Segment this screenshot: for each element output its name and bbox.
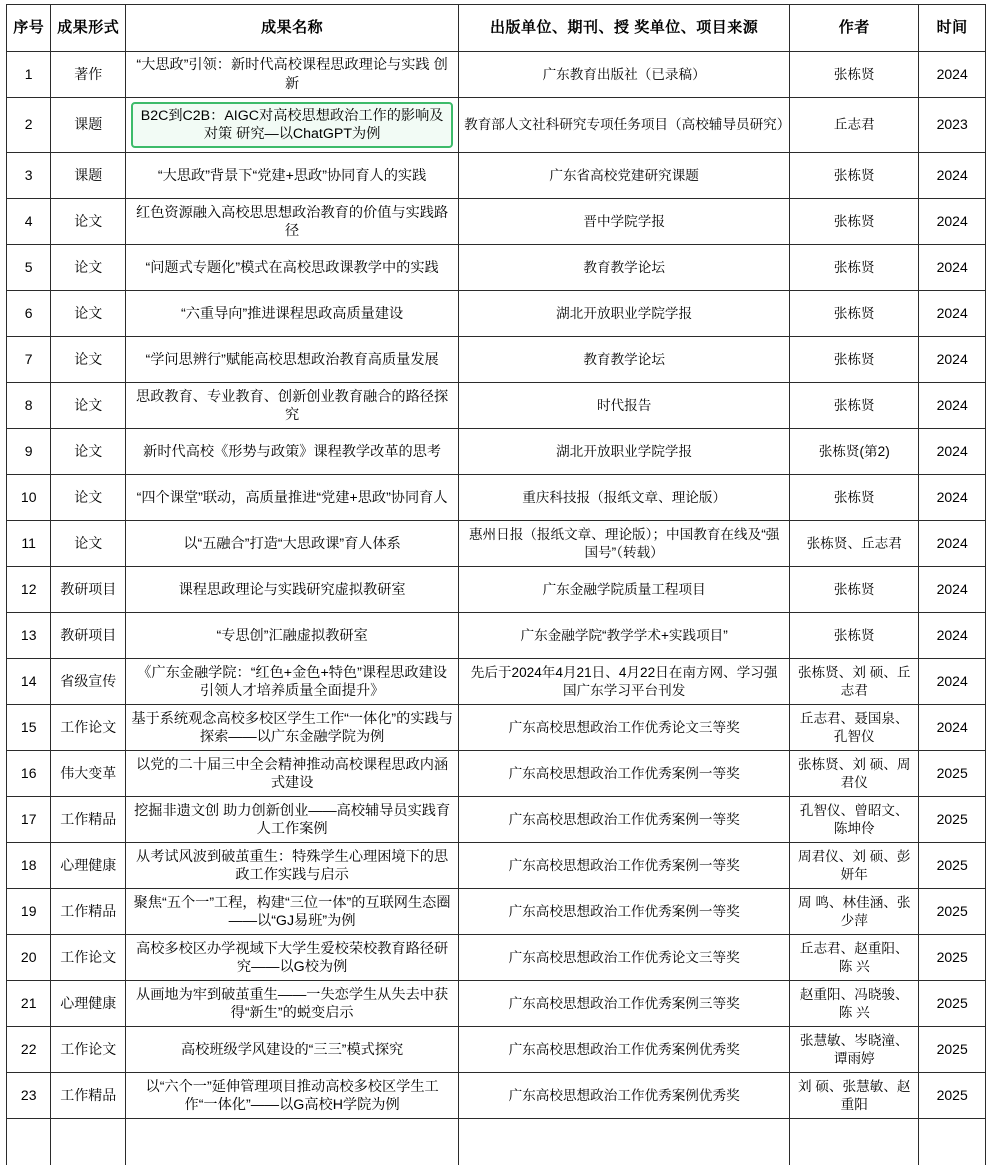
- cell-name: “大思政”背景下“党建+思政”协同育人的实践: [126, 153, 459, 199]
- cell-index: 4: [7, 199, 51, 245]
- cell-source: 教育教学论坛: [459, 337, 790, 383]
- table-row: [7, 52, 986, 98]
- cell-source: 湖北开放职业学院学报: [459, 291, 790, 337]
- cell-year: 2024: [919, 659, 986, 705]
- cell-year: 2024: [919, 291, 986, 337]
- table-row: [7, 1073, 986, 1119]
- cell-year: 2024: [919, 429, 986, 475]
- cell-source: 教育教学论坛: [459, 245, 790, 291]
- cell-name: “问题式专题化”模式在高校思政课教学中的实践: [126, 245, 459, 291]
- cell-year: 2025: [919, 1027, 986, 1073]
- cell-source: 广东教育出版社（已录稿）: [459, 52, 790, 98]
- cell-year: 2025: [919, 1073, 986, 1119]
- cell-year: 2024: [919, 521, 986, 567]
- cell-author: 周 鸣、林佳涵、张少萍: [790, 889, 919, 935]
- cell-source: 广东高校思想政治工作优秀论文三等奖: [459, 935, 790, 981]
- cell-year: 2024: [919, 52, 986, 98]
- cell-author: 张栋贤: [790, 153, 919, 199]
- cell-source: 广东高校思想政治工作优秀案例优秀奖: [459, 1073, 790, 1119]
- cell-index: 20: [7, 935, 51, 981]
- cell-name: 从画地为牢到破茧重生——一失恋学生从失去中获得“新生”的蜕变启示: [126, 981, 459, 1027]
- cell-kind: 教研项目: [51, 567, 126, 613]
- cell-kind: 论文: [51, 291, 126, 337]
- cell-index: 5: [7, 245, 51, 291]
- table-row: [7, 613, 986, 659]
- cell-name: 以党的二十届三中全会精神推动高校课程思政内涵式建设: [126, 751, 459, 797]
- cell-name: 红色资源融入高校思思想政治教育的价值与实践路径: [126, 199, 459, 245]
- cell-name: 从考试风波到破茧重生：特殊学生心理困境下的思政工作实践与启示: [126, 843, 459, 889]
- cell-name: 《广东金融学院：“红色+金色+特色”课程思政建设引领人才培养质量全面提升》: [126, 659, 459, 705]
- table-row: [7, 751, 986, 797]
- cell-author: 丘志君: [790, 98, 919, 153]
- cell-author: 张栋贤、刘 硕、周君仪: [790, 751, 919, 797]
- table-row: [7, 475, 986, 521]
- cell-source: 晋中学院学报: [459, 199, 790, 245]
- table-row: [7, 337, 986, 383]
- cell-index: 1: [7, 52, 51, 98]
- cell-kind: 工作精品: [51, 889, 126, 935]
- cell-source: 湖北开放职业学院学报: [459, 429, 790, 475]
- cell-name: 思政教育、专业教育、创新创业教育融合的路径探究: [126, 383, 459, 429]
- cell-index: 13: [7, 613, 51, 659]
- table-row: [7, 659, 986, 705]
- table-row: [7, 383, 986, 429]
- cell-source: 教育部人文社科研究专项任务项目（高校辅导员研究）: [459, 98, 790, 153]
- cell-year: 2024: [919, 383, 986, 429]
- cell-kind: 工作精品: [51, 797, 126, 843]
- table-row: [7, 935, 986, 981]
- cell-kind: 工作论文: [51, 705, 126, 751]
- table-row: [7, 843, 986, 889]
- cell-source: 广东金融学院质量工程项目: [459, 567, 790, 613]
- cell-year: 2023: [919, 98, 986, 153]
- table-row: [7, 98, 986, 153]
- table-row: [7, 797, 986, 843]
- cell-empty: [790, 1119, 919, 1165]
- cell-year: 2025: [919, 843, 986, 889]
- table-row: [7, 981, 986, 1027]
- table-header-row: [7, 5, 986, 52]
- cell-name: 基于系统观念高校多校区学生工作“一体化”的实践与探索——以广东金融学院为例: [126, 705, 459, 751]
- cell-kind: 论文: [51, 337, 126, 383]
- cell-kind: 工作论文: [51, 1027, 126, 1073]
- cell-kind: 课题: [51, 98, 126, 153]
- cell-name: “六重导向”推进课程思政高质量建设: [126, 291, 459, 337]
- cell-name: 新时代高校《形势与政策》课程教学改革的思考: [126, 429, 459, 475]
- column-header-source: 出版单位、期刊、授 奖单位、项目来源: [459, 5, 790, 52]
- table-row: [7, 199, 986, 245]
- cell-source: 广东高校思想政治工作优秀案例三等奖: [459, 981, 790, 1027]
- cell-index: 23: [7, 1073, 51, 1119]
- cell-author: 张栋贤: [790, 567, 919, 613]
- cell-name: “学问思辨行”赋能高校思想政治教育高质量发展: [126, 337, 459, 383]
- cell-name: 课程思政理论与实践研究虚拟教研室: [126, 567, 459, 613]
- cell-year: 2024: [919, 337, 986, 383]
- cell-year: 2024: [919, 153, 986, 199]
- table-header: [7, 5, 986, 52]
- cell-empty: [7, 1119, 51, 1165]
- cell-index: 18: [7, 843, 51, 889]
- cell-kind: 省级宣传: [51, 659, 126, 705]
- cell-year: 2025: [919, 797, 986, 843]
- column-header-name: 成果名称: [126, 5, 459, 52]
- cell-source: 时代报告: [459, 383, 790, 429]
- table-row-partial: [7, 1119, 986, 1165]
- cell-kind: 论文: [51, 475, 126, 521]
- cell-index: 19: [7, 889, 51, 935]
- cell-empty: [459, 1119, 790, 1165]
- cell-source: 惠州日报（报纸文章、理论版）；中国教育在线及“强国号”（转载）: [459, 521, 790, 567]
- cell-index: 14: [7, 659, 51, 705]
- cell-kind: 教研项目: [51, 613, 126, 659]
- cell-kind: 著作: [51, 52, 126, 98]
- cell-author: 张栋贤、刘 硕、丘志君: [790, 659, 919, 705]
- cell-kind: 心理健康: [51, 981, 126, 1027]
- cell-source: 广东省高校党建研究课题: [459, 153, 790, 199]
- cell-year: 2024: [919, 705, 986, 751]
- cell-author: 周君仪、刘 硕、彭妍年: [790, 843, 919, 889]
- table-row: [7, 1027, 986, 1073]
- column-header-index: 序号: [7, 5, 51, 52]
- cell-source: 广东高校思想政治工作优秀论文三等奖: [459, 705, 790, 751]
- achievements-table: [6, 4, 986, 1165]
- cell-source: 广东高校思想政治工作优秀案例一等奖: [459, 889, 790, 935]
- cell-name: 以“五融合”打造“大思政课”育人体系: [126, 521, 459, 567]
- cell-name: [126, 98, 459, 153]
- cell-index: 22: [7, 1027, 51, 1073]
- table-row: [7, 291, 986, 337]
- cell-author: 张栋贤(第2): [790, 429, 919, 475]
- cell-kind: 论文: [51, 199, 126, 245]
- cell-name: 高校多校区办学视域下大学生爱校荣校教育路径研究——以G校为例: [126, 935, 459, 981]
- cell-index: 8: [7, 383, 51, 429]
- column-header-kind: 成果形式: [51, 5, 126, 52]
- cell-year: 2025: [919, 981, 986, 1027]
- highlight-box: B2C到C2B：AIGC对高校思想政治工作的影响及对策 研究—以ChatGPT为例: [131, 102, 453, 148]
- table-row: [7, 705, 986, 751]
- cell-index: 6: [7, 291, 51, 337]
- cell-author: 张栋贤: [790, 613, 919, 659]
- cell-name: “大思政”引领：新时代高校课程思政理论与实践 创新: [126, 52, 459, 98]
- cell-name: 挖掘非遗文创 助力创新创业——高校辅导员实践育人工作案例: [126, 797, 459, 843]
- cell-author: 张栋贤: [790, 475, 919, 521]
- cell-name: 以“六个一”延伸管理项目推动高校多校区学生工作“一体化”——以G高校H学院为例: [126, 1073, 459, 1119]
- cell-author: 刘 硕、张慧敏、赵重阳: [790, 1073, 919, 1119]
- cell-author: 丘志君、聂国泉、孔智仪: [790, 705, 919, 751]
- cell-year: 2024: [919, 475, 986, 521]
- cell-author: 赵重阳、冯晓骏、陈 兴: [790, 981, 919, 1027]
- table-row: [7, 429, 986, 475]
- cell-source: 广东高校思想政治工作优秀案例一等奖: [459, 751, 790, 797]
- cell-index: 15: [7, 705, 51, 751]
- cell-name: 聚焦“五个一”工程，构建“三位一体”的互联网生态圈——以“GJ易班”为例: [126, 889, 459, 935]
- cell-empty: [51, 1119, 126, 1165]
- cell-author: 张慧敏、岑晓潼、谭雨婷: [790, 1027, 919, 1073]
- cell-index: 17: [7, 797, 51, 843]
- cell-author: 张栋贤、丘志君: [790, 521, 919, 567]
- cell-year: 2025: [919, 935, 986, 981]
- cell-index: 7: [7, 337, 51, 383]
- cell-kind: 工作精品: [51, 1073, 126, 1119]
- table-body: [7, 52, 986, 1165]
- cell-author: 孔智仪、曾昭文、陈坤伶: [790, 797, 919, 843]
- cell-source: 广东高校思想政治工作优秀案例优秀奖: [459, 1027, 790, 1073]
- cell-year: 2025: [919, 889, 986, 935]
- cell-index: 11: [7, 521, 51, 567]
- cell-source: 广东金融学院“教学学术+实践项目”: [459, 613, 790, 659]
- cell-empty: [126, 1119, 459, 1165]
- table-row: [7, 153, 986, 199]
- cell-source: 广东高校思想政治工作优秀案例一等奖: [459, 797, 790, 843]
- cell-source: 广东高校思想政治工作优秀案例一等奖: [459, 843, 790, 889]
- cell-kind: 心理健康: [51, 843, 126, 889]
- cell-name: “四个课堂”联动，高质量推进“党建+思政”协同育人: [126, 475, 459, 521]
- cell-author: 张栋贤: [790, 291, 919, 337]
- column-header-year: 时间: [919, 5, 986, 52]
- cell-kind: 论文: [51, 521, 126, 567]
- cell-kind: 课题: [51, 153, 126, 199]
- cell-name: 高校班级学风建设的“三三”模式探究: [126, 1027, 459, 1073]
- cell-author: 张栋贤: [790, 52, 919, 98]
- cell-kind: 伟大变革: [51, 751, 126, 797]
- cell-year: 2024: [919, 567, 986, 613]
- cell-author: 张栋贤: [790, 383, 919, 429]
- cell-index: 10: [7, 475, 51, 521]
- cell-index: 3: [7, 153, 51, 199]
- cell-year: 2025: [919, 751, 986, 797]
- cell-year: 2024: [919, 245, 986, 291]
- cell-year: 2024: [919, 199, 986, 245]
- cell-kind: 论文: [51, 245, 126, 291]
- cell-author: 张栋贤: [790, 245, 919, 291]
- cell-kind: 论文: [51, 383, 126, 429]
- cell-year: 2024: [919, 613, 986, 659]
- cell-source: 重庆科技报（报纸文章、理论版）: [459, 475, 790, 521]
- cell-index: 2: [7, 98, 51, 153]
- cell-author: 张栋贤: [790, 337, 919, 383]
- cell-author: 丘志君、赵重阳、陈 兴: [790, 935, 919, 981]
- cell-index: 21: [7, 981, 51, 1027]
- table-row: [7, 245, 986, 291]
- cell-kind: 论文: [51, 429, 126, 475]
- cell-source: 先后于2024年4月21日、4月22日在南方网、学习强国广东学习平台刊发: [459, 659, 790, 705]
- table-row: [7, 567, 986, 613]
- column-header-author: 作者: [790, 5, 919, 52]
- cell-author: 张栋贤: [790, 199, 919, 245]
- cell-empty: [919, 1119, 986, 1165]
- cell-index: 12: [7, 567, 51, 613]
- table-row: [7, 889, 986, 935]
- table-row: [7, 521, 986, 567]
- cell-name: “专思创”汇融虚拟教研室: [126, 613, 459, 659]
- cell-kind: 工作论文: [51, 935, 126, 981]
- cell-index: 16: [7, 751, 51, 797]
- cell-index: 9: [7, 429, 51, 475]
